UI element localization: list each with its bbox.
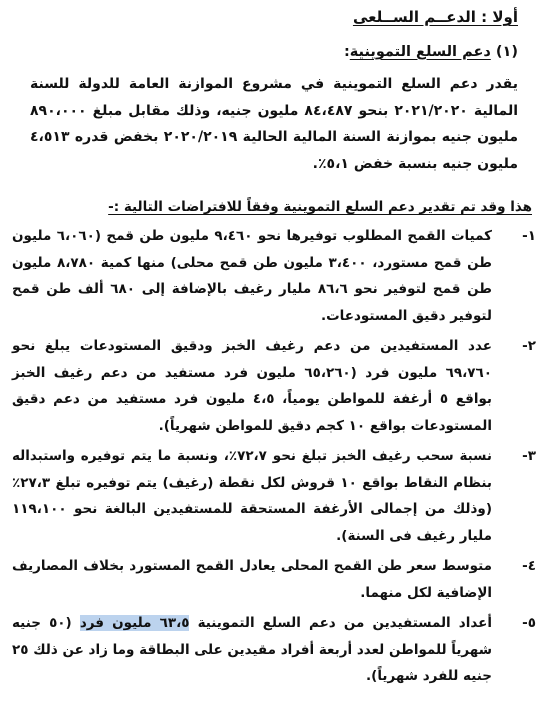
- highlighted-beneficiaries-count: ٦٣،٥ مليون فرد: [79, 615, 190, 631]
- list-item-text-end: (٥٠ جنيه شهرياً للمواطن لعدد أربعة أفراد مقيدين على البطاقة وما زاد عن ذلك ٢٥ جنيه للفرد شهرياً).: [12, 615, 492, 684]
- list-item: [12, 333, 536, 439]
- subsection-number: (١): [495, 44, 518, 60]
- section-title: أولا : الدعــم الســلعى: [352, 8, 518, 26]
- assumptions-list: [12, 223, 536, 690]
- list-item-text: نسبة سحب رغيف الخبز تبلغ نحو ٧٢،٧٪، ونسبة ما يتم توفيره واستبداله بنظام النقاط بواقع ١٠ قروش لكل نقطة (رغيف) يتم توفيره تبلغ ٢٧،٣٪ (وذلك من إجمالى الأرغفة المستحقة للمستفيدين البالغة نحو ١١٩،١٠٠ مليار رغيف فى السنة).: [12, 448, 492, 544]
- list-item: [12, 610, 536, 690]
- list-item: [12, 553, 536, 606]
- list-item-text: عدد المستفيدين من دعم رغيف الخبز ودقيق المستودعات يبلغ نحو ٦٩،٧٦٠ مليون فرد (٦٥،٢٦٠ مليون فرد مستفيد من دعم رغيف الخبز بواقع ٥ أرغفة للمواطن يومياً، ٤،٥ مليون فرد مستفيد من دعم دقيق المستودعات بواقع ١٠ كجم دقيق للمواطن شهرياً).: [12, 338, 492, 434]
- subsection-colon: :: [343, 44, 350, 60]
- list-item-number: ١-: [522, 228, 536, 244]
- list-item-text: [12, 610, 492, 690]
- list-item-text-start: أعداد المستفيدين من دعم السلع التموينية: [189, 615, 493, 631]
- list-item: [12, 223, 536, 329]
- list-item-number: ٢-: [522, 338, 536, 354]
- list-item-number: ٣-: [522, 448, 536, 464]
- intro-paragraph: يقدر دعم السلع التموينية في مشروع الموازنة العامة للدولة للسنة المالية ٢٠٢١/٢٠٢٠ بنحو ٨٤،٤٨٧ مليون جنيه، وذلك مقابل مبلغ ٨٩٠،٠٠٠ مليون جنيه بموازنة السنة المالية الحالية ٢٠٢٠/٢٠١٩ بخفض قدره ٤،٥١٣ مليون جنيه بنسبة خفض ٥،١٪.: [30, 76, 518, 172]
- list-item-text: متوسط سعر طن القمح المحلى يعادل القمح المستورد بخلاف المصاريف الإضافية لكل منهما.: [12, 558, 492, 601]
- list-item-text: كميات القمح المطلوب توفيرها نحو ٩،٤٦٠ مليون طن قمح (٦،٠٦٠ مليون طن قمح مستورد، ٣،٤٠٠ مليون طن قمح محلى) منها كمية ٨،٧٨٠ مليون طن قمح لتوفير نحو ٨٦،٦ مليار رغيف بالإضافة إلى ٦٨٠ ألف طن قمح لتوفير دقيق المستودعات.: [12, 228, 493, 324]
- assumptions-heading: هذا وقد تم تقدير دعم السلع التموينية وفقاً للافتراضات التالية :-: [108, 199, 532, 215]
- subsection-title: دعم السلع التموينية: [349, 44, 491, 60]
- list-item: [12, 443, 536, 549]
- subsection-heading: [344, 44, 518, 60]
- list-item-number: ٥-: [522, 615, 536, 631]
- list-item-number: ٤-: [522, 558, 536, 574]
